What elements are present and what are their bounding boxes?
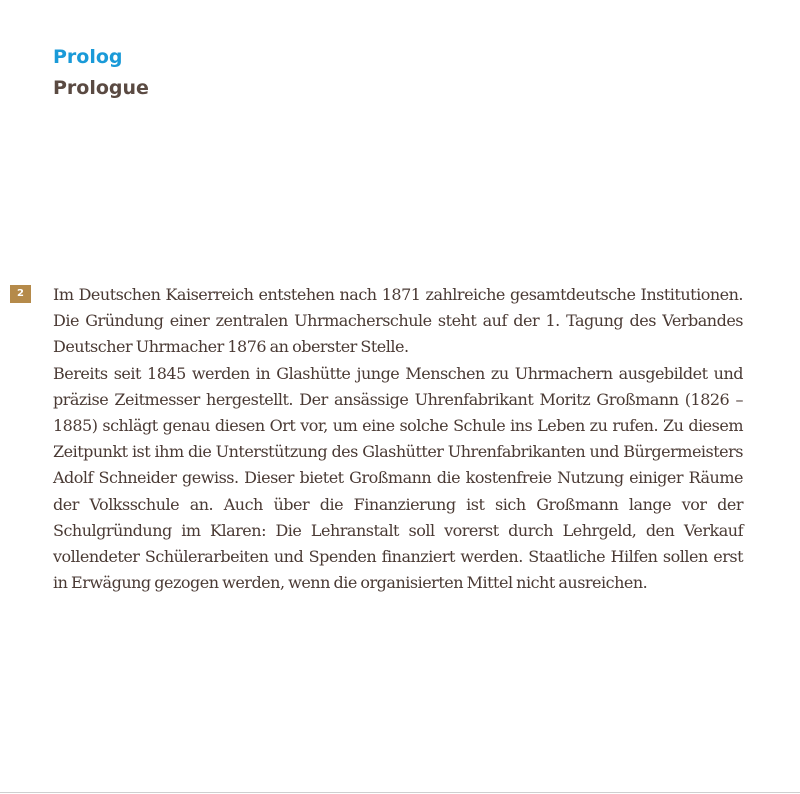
paragraph: Bereits seit 1845 werden in Glashütte junge Menschen zu Uhrmachern ausgebildet und präzise Zeitmesser hergestellt. Der ansässige Uhrenfabrikant Moritz Großmann (1826 – 1885) schlägt genau diesen Ort vor, um eine solche Schule ins Leben zu rufen. Zu diesem Zeitpunkt ist ihm die Unterstützung des Glashütter Uhrenfabrikanten und Bürgermeisters Adolf Schneider gewiss. Dieser bietet Großmann die kostenfreie Nutzung einiger Räume der Volksschule an. Auch über die Finanzierung ist sich Großmann lange vor der Schulgründung im Klaren: Die Lehranstalt soll vorerst durch Lehrgeld, den Verkauf vollendeter Schülerarbeiten und Spenden finanziert werden. Staatliche Hilfen sollen erst in Erwägung gezogen werden, wenn die organisierten Mittel nicht ausreichen. bbox=[53, 363, 743, 593]
body-text bbox=[53, 282, 743, 596]
heading-german: Prolog bbox=[53, 46, 123, 68]
page-number-badge: 2 bbox=[10, 285, 31, 303]
heading-english: Prologue bbox=[53, 77, 149, 99]
bottom-divider bbox=[0, 792, 800, 793]
paragraph: Im Deutschen Kaiserreich entstehen nach 1871 zahlreiche gesamtdeutsche Institutionen. Die Gründung einer zentralen Uhrmacherschule steht auf der 1. Tagung des Verbandes Deutscher Uhrmacher 1876 an oberster Stelle. bbox=[53, 285, 743, 357]
